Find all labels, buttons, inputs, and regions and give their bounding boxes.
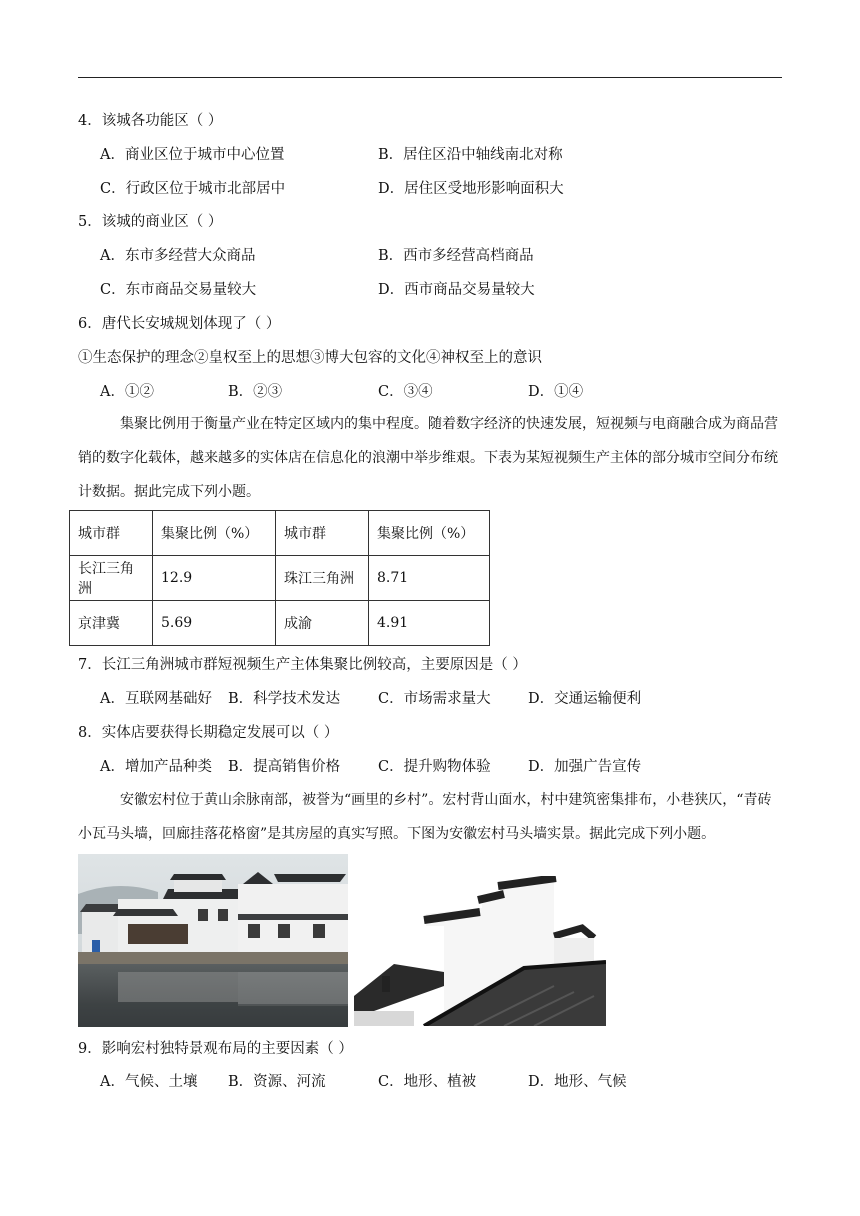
passage-agglomeration-text: 集聚比例用于衡量产业在特定区域内的集中程度。随着数字经济的快速发展，短视频与电商融合成为商品营销的数字化载体，越来越多的实体店在信息化的浪潮中举步维艰。下表为某短视频生产主体的部分城市空间分布统计数据。据此完成下列小题。 bbox=[78, 416, 778, 500]
q6-option-b: B．②③ bbox=[228, 384, 283, 400]
header-rule bbox=[78, 77, 782, 78]
q8-option-c: C．提升购物体验 bbox=[378, 759, 491, 775]
table-cell: 成渝 bbox=[276, 601, 369, 646]
agglomeration-table bbox=[69, 510, 490, 646]
q5-stem: 5．该城的商业区（ ） bbox=[78, 214, 223, 230]
passage-hongcun-text: 安徽宏村位于黄山余脉南部，被誉为“画里的乡村”。宏村背山面水，村中建筑密集排布，小巷狭仄，“青砖小瓦马头墙，回廊挂落花格窗”是其房屋的真实写照。下图为安徽宏村马头墙实景。据此完成下列小题。 bbox=[78, 792, 772, 842]
table-cell: 12.9 bbox=[153, 556, 276, 601]
q9-option-c: C．地形、植被 bbox=[378, 1074, 477, 1090]
table-header-cell: 城市群 bbox=[70, 511, 153, 556]
q7-option-c: C．市场需求量大 bbox=[378, 691, 491, 707]
q9-option-d: D．地形、气候 bbox=[528, 1074, 627, 1090]
table-cell: 5.69 bbox=[153, 601, 276, 646]
q8-option-d: D．加强广告宣传 bbox=[528, 759, 642, 775]
horse-head-wall-photo bbox=[354, 876, 606, 1026]
q7-stem: 7．长江三角洲城市群短视频生产主体集聚比例较高，主要原因是（ ） bbox=[78, 657, 527, 673]
table-cell: 长江三角洲 bbox=[70, 556, 153, 601]
q5-option-c: C．东市商品交易量较大 bbox=[100, 282, 257, 298]
q6-option-a: A．①② bbox=[100, 384, 154, 400]
q4-option-a: A．商业区位于城市中心位置 bbox=[100, 147, 285, 163]
q9-stem: 9．影响宏村独特景观布局的主要因素（ ） bbox=[78, 1041, 353, 1057]
table-header-cell: 集聚比例（%） bbox=[369, 511, 490, 556]
q6-statement: ①生态保护的理念②皇权至上的思想③博大包容的文化④神权至上的意识 bbox=[78, 350, 542, 366]
q4-stem: 4．该城各功能区（ ） bbox=[78, 113, 223, 129]
q6-stem: 6．唐代长安城规划体现了（ ） bbox=[78, 316, 281, 332]
table-cell: 8.71 bbox=[369, 556, 490, 601]
q8-stem: 8．实体店要获得长期稳定发展可以（ ） bbox=[78, 725, 339, 741]
q9-option-a: A．气候、土壤 bbox=[100, 1074, 198, 1090]
passage-agglomeration bbox=[78, 407, 782, 509]
q5-option-d: D．西市商品交易量较大 bbox=[378, 282, 535, 298]
q4-option-c: C．行政区位于城市北部居中 bbox=[100, 181, 286, 197]
table-cell: 京津冀 bbox=[70, 601, 153, 646]
q5-option-b: B．西市多经营高档商品 bbox=[378, 248, 534, 264]
q7-option-b: B．科学技术发达 bbox=[228, 691, 341, 707]
q8-option-b: B．提高销售价格 bbox=[228, 759, 341, 775]
table-cell: 4.91 bbox=[369, 601, 490, 646]
q7-option-d: D．交通运输便利 bbox=[528, 691, 642, 707]
q4-option-d: D．居住区受地形影响面积大 bbox=[378, 181, 564, 197]
q9-option-b: B．资源、河流 bbox=[228, 1074, 326, 1090]
table-row bbox=[70, 556, 490, 601]
passage-hongcun bbox=[78, 783, 782, 851]
table-cell: 珠江三角洲 bbox=[276, 556, 369, 601]
q7-option-a: A．互联网基础好 bbox=[100, 691, 212, 707]
q6-option-d: D．①④ bbox=[528, 384, 584, 400]
table-header-cell: 集聚比例（%） bbox=[153, 511, 276, 556]
q8-option-a: A．增加产品种类 bbox=[100, 759, 212, 775]
q5-option-a: A．东市多经营大众商品 bbox=[100, 248, 256, 264]
table-row bbox=[70, 601, 490, 646]
table-header-cell: 城市群 bbox=[276, 511, 369, 556]
q6-option-c: C．③④ bbox=[378, 384, 433, 400]
table-header-row bbox=[70, 511, 490, 556]
q4-option-b: B．居住区沿中轴线南北对称 bbox=[378, 147, 563, 163]
hongcun-village-photo bbox=[78, 854, 348, 1027]
